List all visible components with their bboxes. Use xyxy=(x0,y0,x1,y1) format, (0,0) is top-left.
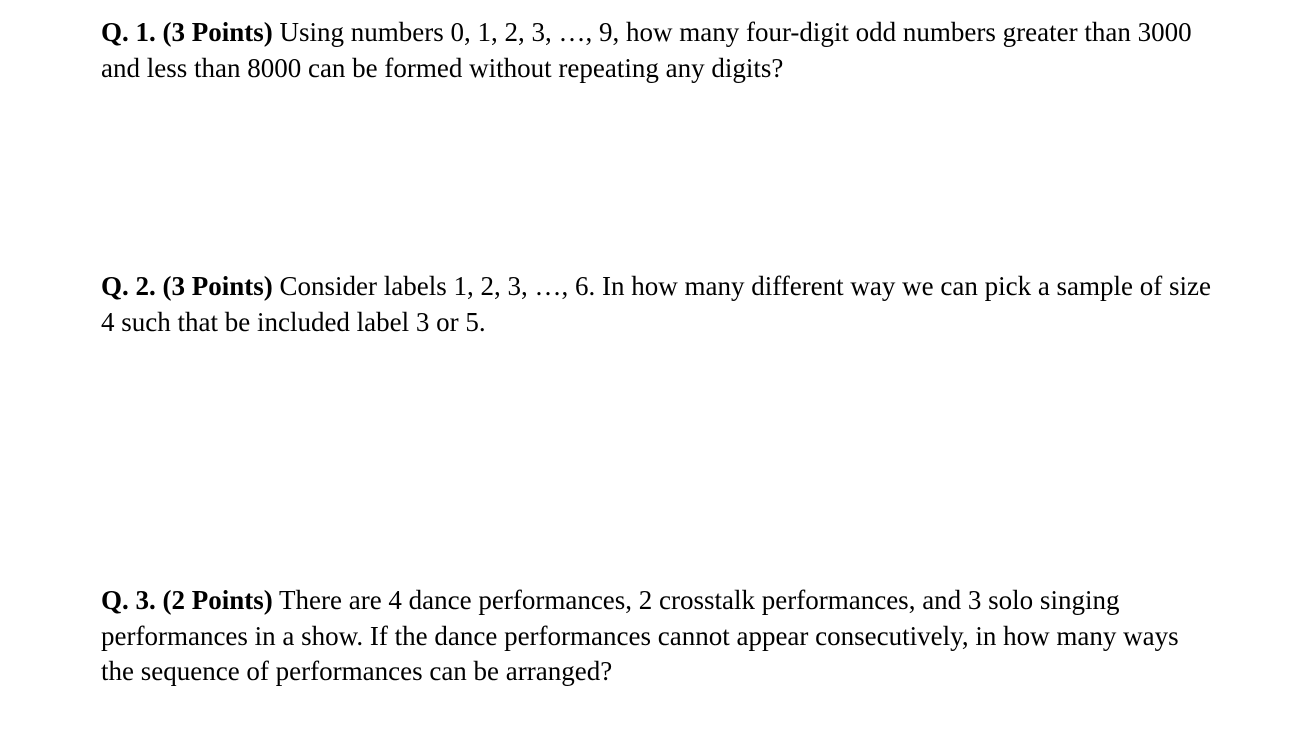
question-2-text: Consider labels 1, 2, 3, …, 6. In how many different way we can pick a sample of size 4 such that be included label 3 or 5. xyxy=(101,271,1211,337)
question-3 xyxy=(101,583,1211,690)
question-1 xyxy=(101,15,1211,86)
question-1-text: Using numbers 0, 1, 2, 3, …, 9, how many four-digit odd numbers greater than 3000 and less than 8000 can be formed without repeating any digits? xyxy=(101,17,1192,83)
question-3-text: There are 4 dance performances, 2 crosstalk performances, and 3 solo singing performances in a show. If the dance performances cannot appear consecutively, in how many ways the sequence of performances can be arranged? xyxy=(101,585,1179,686)
question-1-label: Q. 1. (3 Points) xyxy=(101,17,273,47)
question-3-label: Q. 3. (2 Points) xyxy=(101,585,273,615)
question-2 xyxy=(101,269,1211,340)
question-2-label: Q. 2. (3 Points) xyxy=(101,271,273,301)
